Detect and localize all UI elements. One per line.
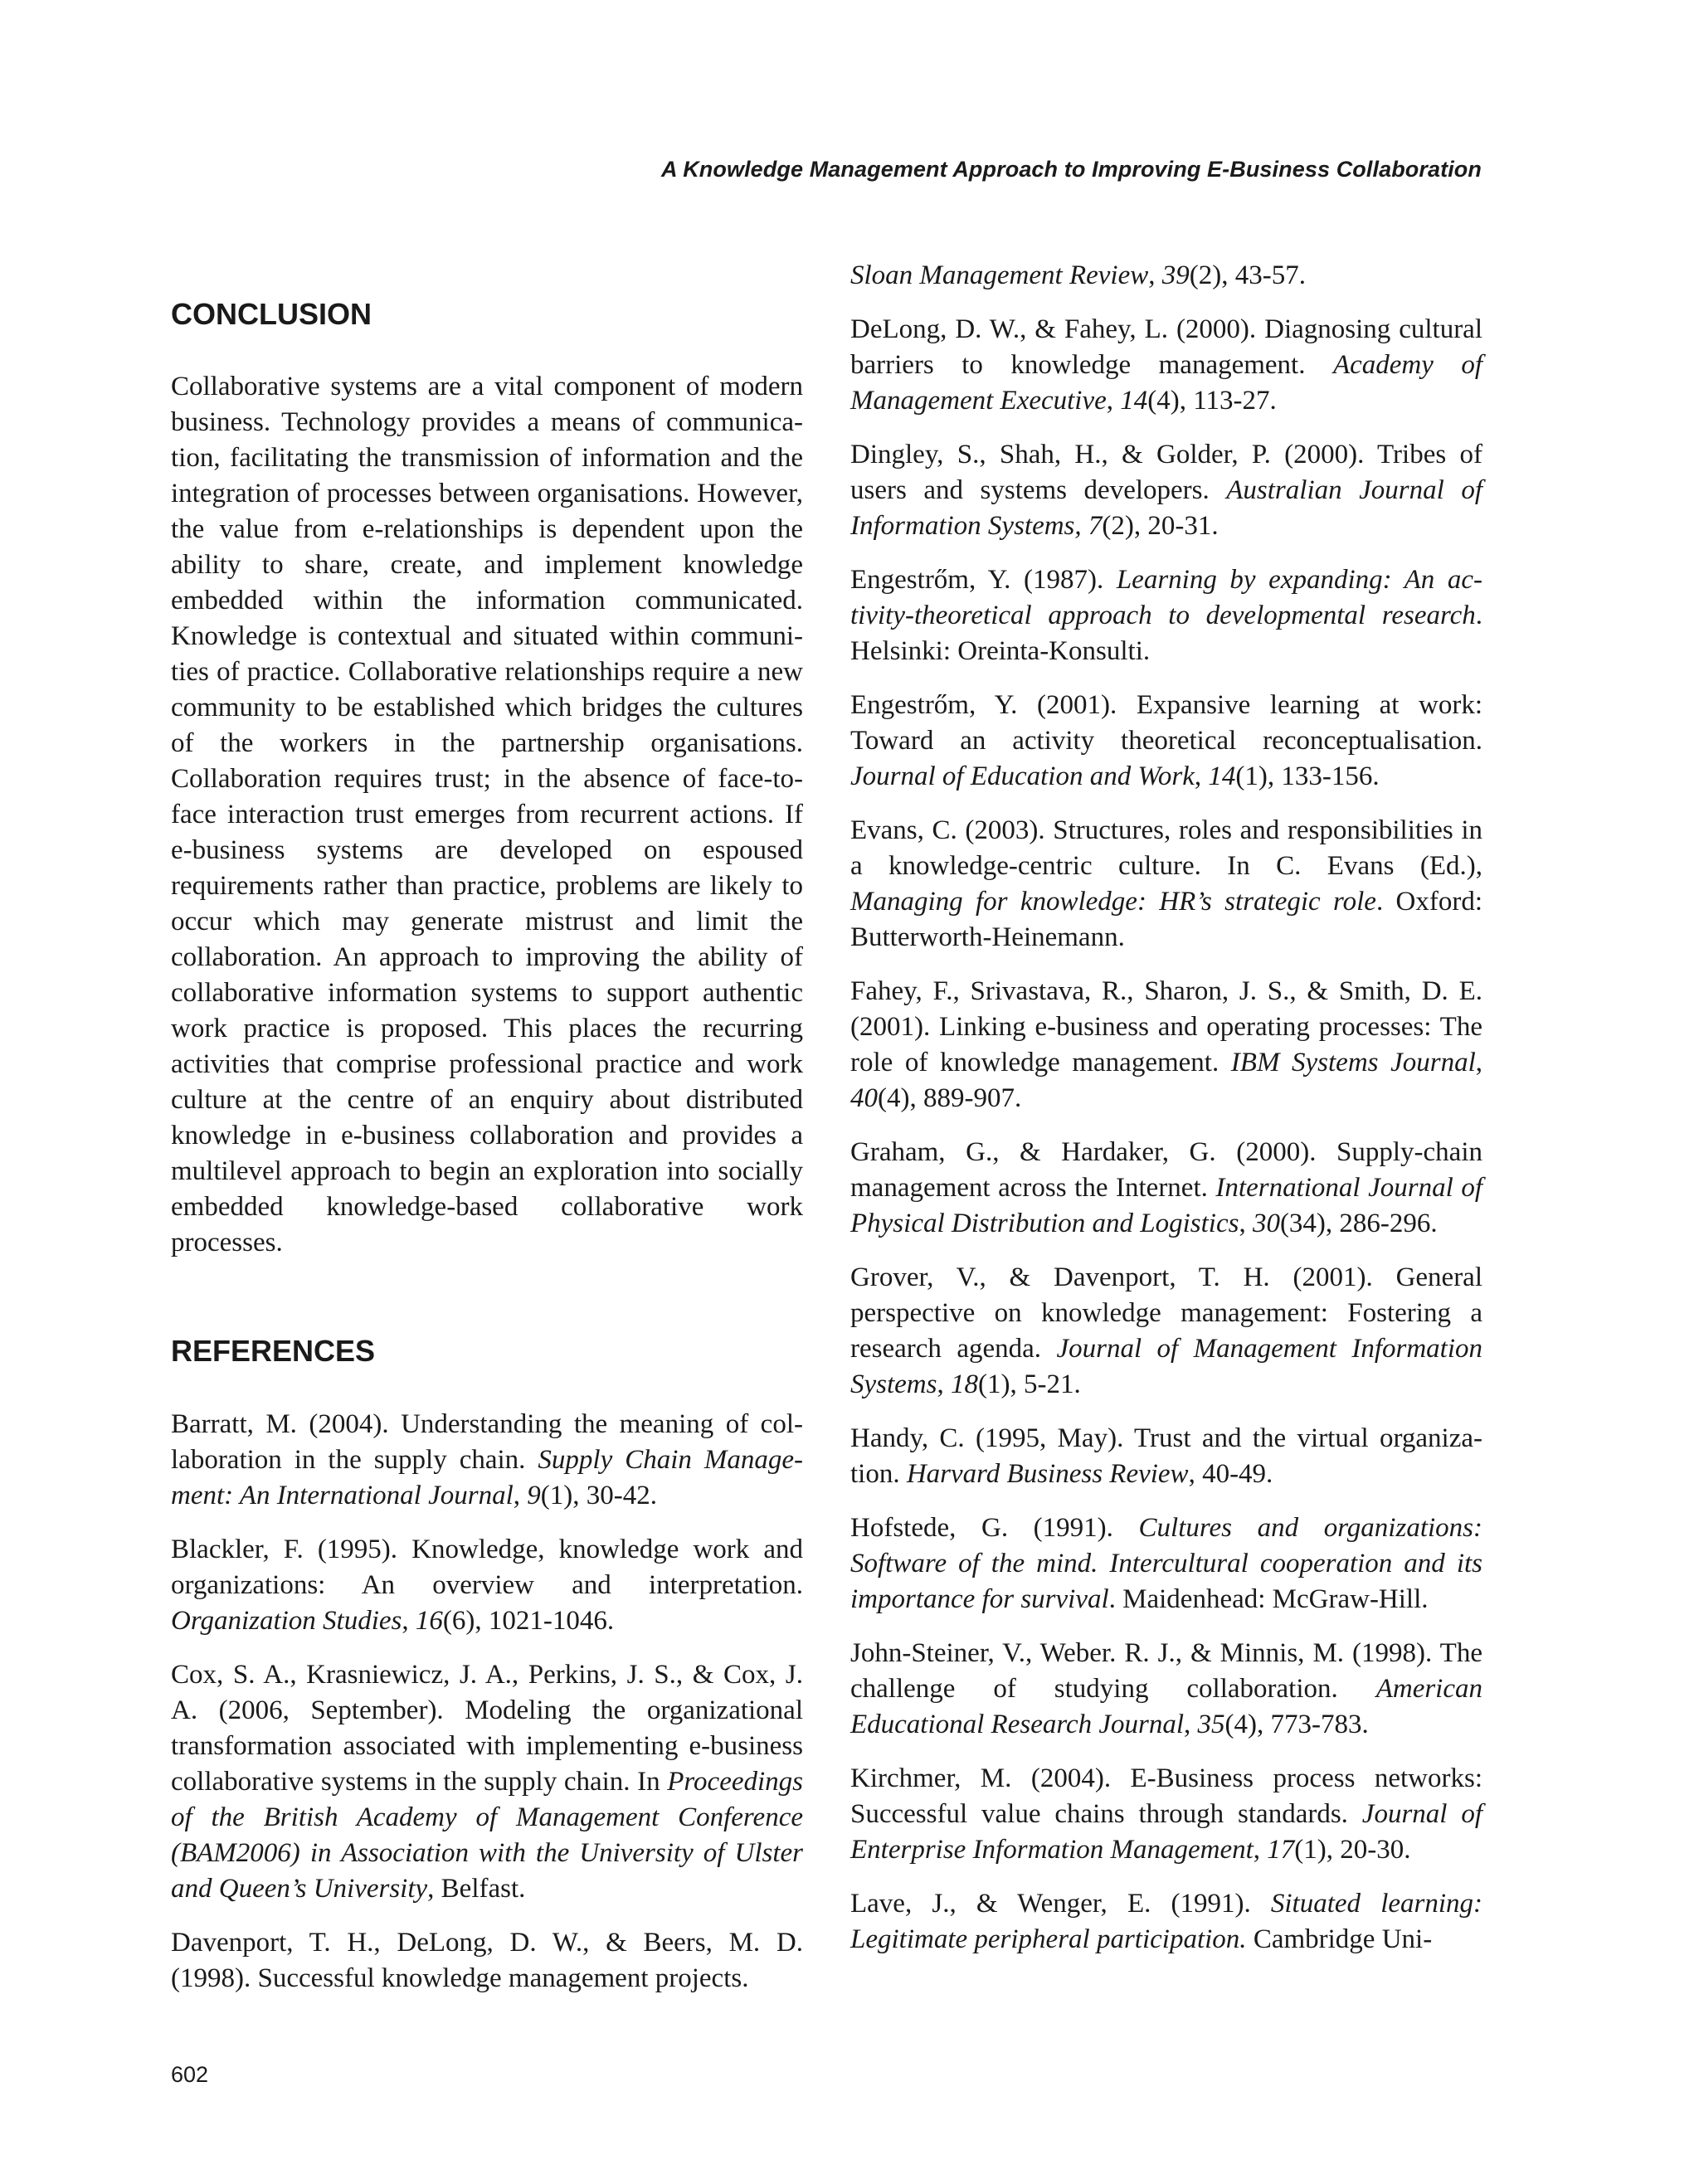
reference-text-part: . Maidenhead: McGraw-Hill. — [1108, 1584, 1429, 1614]
reference-text-part: Hofstede, G. (1991). — [850, 1513, 1139, 1543]
reference-entry — [850, 1510, 1482, 1617]
reference-text-part: (1), 5-21. — [977, 1369, 1081, 1399]
reference-entry — [850, 1761, 1482, 1868]
reference-text-part: Fahey, F., Srivastava, R., Sharon, J. S., & Smith, D. E. (2001). Linking e-business and operating processes: The role of knowledge management. — [850, 976, 1482, 1077]
reference-text-part: , — [1239, 1209, 1253, 1238]
reference-text-part: , Belfast. — [427, 1874, 526, 1904]
reference-italic-part: 16 — [415, 1606, 443, 1636]
reference-text-part: (2), 43-57. — [1189, 260, 1306, 290]
reference-italic-part: American Educational Research Journal — [850, 1674, 1482, 1739]
reference-italic-part: 17 — [1267, 1835, 1295, 1865]
reference-text-part: (34), 286-296. — [1279, 1209, 1438, 1238]
reference-entry — [850, 974, 1482, 1116]
reference-text-part: . Oxford: Butterworth-Heinemann. — [850, 887, 1482, 952]
reference-italic-part: Sloan Management Review — [850, 260, 1149, 290]
reference-text-part: DeLong, D. W., & Fahey, L. (2000). Diagnosing cultural barriers to knowledge management. — [850, 314, 1482, 380]
reference-italic-part: Supply Chain Management: An International Journal — [171, 1445, 803, 1510]
reference-entry — [171, 1407, 803, 1514]
reference-italic-part: IBM Systems Journal — [1230, 1048, 1476, 1077]
reference-text-part: Cox, S. A., Krasniewicz, J. A., Perkins, J. S., & Cox, J. A. (2006, September). Modeling the organizational transformation associated with implementing e-business collaborative systems in the supply chain. In — [171, 1660, 803, 1797]
reference-entry — [171, 1925, 803, 1997]
reference-text-part: Blackler, F. (1995). Knowledge, knowledge work and organizations: An overview and interpretation. — [171, 1535, 803, 1600]
reference-italic-part: Journal of Education and Work — [850, 761, 1195, 791]
reference-text-part: Engestrőm, Y. (1987). — [850, 565, 1117, 595]
reference-italic-part: Situated learning: Legitimate peripheral participation. — [850, 1889, 1483, 1954]
reference-italic-part: 14 — [1208, 761, 1236, 791]
reference-entry — [850, 1636, 1482, 1743]
reference-text-part: John-Steiner, V., Weber. R. J., & Minnis, M. (1998). The challenge of studying collaboration. — [850, 1638, 1482, 1704]
reference-text-part: . Helsinki: Oreinta-Konsulti. — [850, 601, 1482, 666]
reference-text-part: , — [1475, 1048, 1482, 1077]
reference-text-part: (4), 113-27. — [1147, 386, 1277, 416]
reference-text-part: , — [1253, 1835, 1268, 1865]
reference-text-part: , 40-49. — [1188, 1459, 1273, 1489]
reference-italic-part: Australian Journal of Information Systems, 7 — [850, 475, 1482, 541]
reference-entry — [850, 437, 1482, 544]
reference-entry — [850, 813, 1482, 956]
reference-text-part: , — [1148, 260, 1162, 290]
reference-italic-part: Proceedings of the British Academy of Management Conference (BAM2006) in Association with the University of Ulster and Queen’s University — [171, 1767, 803, 1904]
reference-italic-part: Journal of Management Information Systems — [850, 1334, 1482, 1399]
reference-italic-part: 18 — [950, 1369, 978, 1399]
running-header: A Knowledge Management Approach to Improving E-Business Collaboration — [661, 157, 1482, 182]
reference-italic-part: Harvard Business Review — [906, 1459, 1189, 1489]
reference-text-part: , — [937, 1369, 951, 1399]
reference-italic-part: 35 — [1197, 1710, 1225, 1739]
reference-list-left — [171, 1407, 803, 2015]
reference-text-part: Cambridge Uni- — [1246, 1924, 1433, 1954]
reference-entry — [850, 1135, 1482, 1242]
reference-text-part: (1), 30-42. — [540, 1481, 657, 1510]
reference-italic-part: International Journal of Physical Distribution and Logistics — [850, 1173, 1482, 1238]
reference-text-part: (2), 20-31. — [1102, 511, 1219, 541]
reference-text-part: (6), 1021-1046. — [442, 1606, 615, 1636]
reference-text-part: Davenport, T. H., DeLong, D. W., & Beers, M. D. (1998). Successful knowledge management projects. — [171, 1928, 803, 1993]
reference-text-part: Dingley, S., Shah, H., & Golder, P. (2000). Tribes of users and systems developers. — [850, 440, 1482, 505]
reference-italic-part: Academy of Management Executive — [850, 350, 1482, 416]
reference-entry — [850, 1886, 1482, 1958]
reference-entry — [850, 1421, 1482, 1492]
reference-italic-part: 40 — [850, 1083, 878, 1113]
reference-italic-part: Learning by expanding: An activity-theoretical approach to developmental research — [850, 565, 1482, 630]
reference-entry — [171, 1657, 803, 1907]
reference-text-part: , — [513, 1481, 528, 1510]
reference-italic-part: Organization Studies — [171, 1606, 402, 1636]
reference-italic-part: 9 — [527, 1481, 541, 1510]
reference-text-part: (1), 20-30. — [1294, 1835, 1411, 1865]
reference-text-part: Kirchmer, M. (2004). E-Business process networks: Successful value chains through standards. — [850, 1763, 1482, 1829]
reference-text-part: , — [402, 1606, 416, 1636]
reference-text-part: Engestrőm, Y. (2001). Expansive learning at work: Toward an activity theoretical reconceptualisation. — [850, 690, 1482, 756]
reference-entry — [850, 1260, 1482, 1403]
reference-text-part: , — [1106, 386, 1121, 416]
reference-text-part: Graham, G., & Hardaker, G. (2000). Supply-chain management across the Internet. — [850, 1137, 1482, 1203]
reference-italic-part: Cultures and organizations: Software of the mind. Intercultural cooperation and its importance for survival — [850, 1513, 1482, 1614]
reference-text-part: , — [1184, 1710, 1198, 1739]
reference-italic-part: 14 — [1120, 386, 1148, 416]
reference-text-part: Grover, V., & Davenport, T. H. (2001). General perspective on knowledge management: Fostering a research agenda. — [850, 1262, 1482, 1364]
reference-italic-part: Journal of Enterprise Information Management — [850, 1799, 1482, 1865]
references-heading: REFERENCES — [171, 1334, 376, 1368]
reference-text-part: Handy, C. (1995, May). Trust and the virtual organization. — [850, 1423, 1482, 1489]
conclusion-heading: CONCLUSION — [171, 297, 372, 331]
reference-entry — [850, 562, 1482, 669]
reference-text-part: (1), 133-156. — [1235, 761, 1380, 791]
reference-italic-part: 30 — [1252, 1209, 1280, 1238]
reference-entry — [850, 312, 1482, 419]
reference-text-part: (4), 773-783. — [1224, 1710, 1369, 1739]
reference-italic-part: Managing for knowledge: HR’s strategic role — [850, 887, 1376, 917]
reference-entry — [850, 258, 1482, 294]
page-number: 602 — [171, 2062, 209, 2087]
reference-entry — [171, 1532, 803, 1639]
conclusion-paragraph: Collaborative systems are a vital component of modern business. Technology provides a means of communication, facilitating the transmission of information and the integration of processes between organisations. However, the value from e-relationships is dependent upon the ability to share, create, and implement knowledge embedded within the information communicated. Knowledge is contextual and situated within communities of practice. Collaborative relationships require a new community to be established which bridges the cultures of the workers in the partnership organisations. Collaboration requires trust; in the absence of face-to-face interaction trust emerges from recurrent actions. If e-business systems are developed on espoused requirements rather than practice, problems are likely to occur which may generate mistrust and limit the collaboration. An approach to improving the ability of collaborative information systems to support authentic work practice is proposed. This places the recurring activities that comprise professional practice and work culture at the centre of an enquiry about distributed knowledge in e-business collaboration and provides a multilevel approach to begin an exploration into socially embedded knowledge-based collaborative work processes. — [171, 372, 803, 1257]
reference-text-part: (4), 889-907. — [878, 1083, 1022, 1113]
reference-text-part: Evans, C. (2003). Structures, roles and responsibilities in a knowledge-centric culture. In C. Evans (Ed.), — [850, 815, 1482, 881]
reference-text-part: , — [1194, 761, 1209, 791]
reference-italic-part: 39 — [1161, 260, 1190, 290]
reference-text-part: Lave, J., & Wenger, E. (1991). — [850, 1889, 1271, 1919]
reference-entry — [850, 688, 1482, 795]
reference-text-part: Barratt, M. (2004). Understanding the meaning of collaboration in the supply chain. — [171, 1409, 803, 1475]
reference-list-right — [850, 258, 1482, 1976]
